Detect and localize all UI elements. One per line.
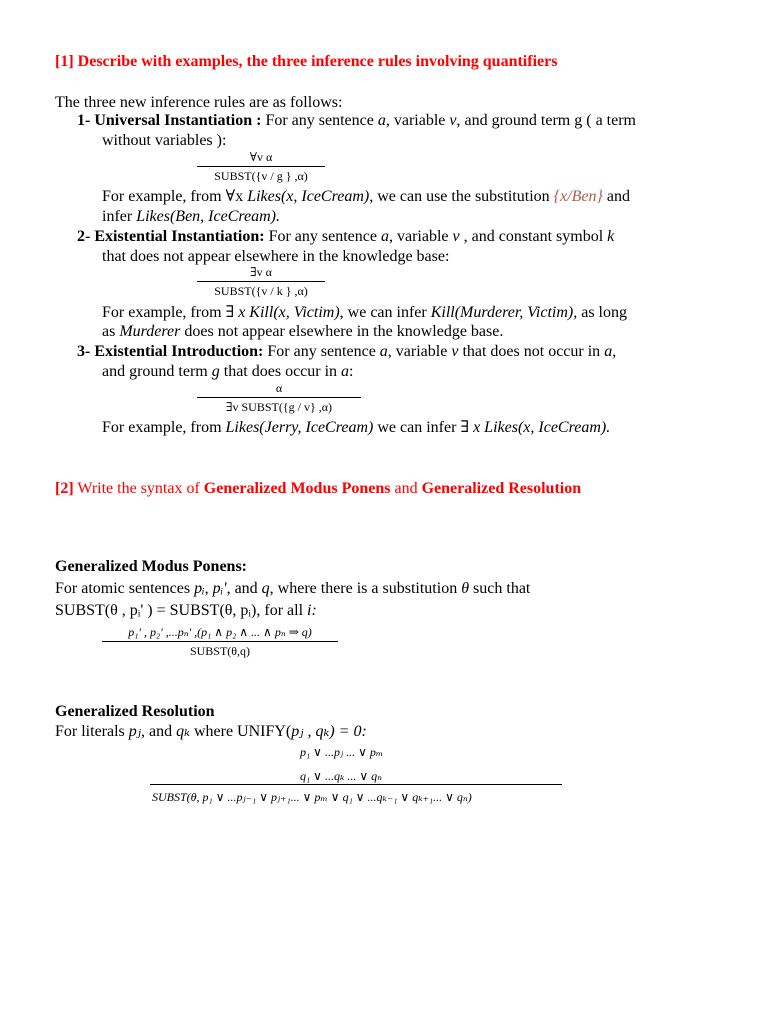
- rule2-k: k: [607, 228, 615, 245]
- rule2-text-c: , and constant symbol: [459, 228, 608, 245]
- rule1-title: Universal Instantiation :: [94, 112, 262, 129]
- rule2-text-a: For any sentence: [264, 228, 381, 245]
- q2-heading-gmp: Generalized Modus Ponens: [203, 480, 391, 497]
- rule1-ex-sub: {x/Ben}: [553, 188, 603, 205]
- rule1-line2: without variables ):: [102, 132, 227, 149]
- rule2-number: 2-: [77, 228, 91, 245]
- rule2-ex-a: For example, from ∃: [102, 304, 239, 321]
- gr-formula-bar: [150, 784, 562, 785]
- rule3-line2: [102, 362, 354, 382]
- gr-numerator-1: p₁ ∨ ...pⱼ ... ∨ pₘ: [300, 745, 384, 759]
- gr-line1-c: where UNIFY(: [189, 723, 292, 740]
- rule2-formula-denominator: SUBST({v / k } ,α): [214, 284, 308, 298]
- rule3-text-d: ,: [612, 343, 617, 360]
- rule1-ex2-a: infer: [102, 208, 137, 225]
- rule2-ex-c: as long: [577, 304, 627, 321]
- gr-line1: [55, 722, 367, 742]
- rule2-line1: [77, 227, 614, 247]
- rule3-line2-c: :: [349, 363, 354, 380]
- rule3-formula-numerator: α: [275, 381, 283, 395]
- rule1-number: 1-: [77, 112, 91, 129]
- q2-heading-gr: Generalized Resolution: [421, 480, 582, 497]
- rule1-text-b: , variable: [385, 112, 450, 129]
- gmp-p-i-prime: pᵢ': [212, 580, 227, 597]
- q2-heading-text: Write the syntax of: [73, 480, 204, 497]
- gmp-line1-a: For atomic sentences: [55, 580, 195, 597]
- gmp-formula-bar: [102, 641, 338, 642]
- rule3-line2-b: that does occur in: [219, 363, 342, 380]
- rule3-formula-denominator: ∃v SUBST({g / v} ,α): [226, 400, 332, 414]
- gmp-line1-b: ,: [204, 580, 213, 597]
- rule2-ex-kill: x Kill(x, Victim),: [238, 304, 344, 321]
- intro-text: The three new inference rules are as follows:: [55, 94, 343, 111]
- rule2-title: Existential Instantiation:: [94, 228, 265, 245]
- rule1-formula-bar: [197, 166, 325, 167]
- rule3-ex-a: For example, from: [102, 419, 226, 436]
- rule3-formula-bar: [197, 397, 361, 398]
- rule3-line1: [77, 342, 616, 362]
- rule1-ex-forall: ∀x: [225, 188, 248, 205]
- q1-heading: [1] Describe with examples, the three inference rules involving quantifiers: [55, 53, 558, 70]
- rule1-formula-numerator: ∀v α: [249, 150, 273, 164]
- rule3-title: Existential Introduction:: [94, 343, 264, 360]
- gmp-formula: [102, 624, 338, 659]
- gmp-line2-text: SUBST(θ , pᵢ' ) = SUBST(θ, pᵢ), for all: [55, 602, 308, 619]
- rule2-formula-bar: [197, 281, 325, 282]
- gr-line1-a: For literals: [55, 723, 129, 740]
- rule3-alpha2: a: [604, 343, 613, 360]
- rule1-text-a: For any sentence: [261, 112, 378, 129]
- rule2-line2: that does not appear elsewhere in the knowledge base:: [102, 248, 450, 265]
- rule2-ex-b: we can infer: [343, 304, 431, 321]
- gr-line1-b: , and: [141, 723, 177, 740]
- gmp-line2: [55, 601, 317, 621]
- gmp-q: q: [261, 580, 270, 597]
- rule1-ex-c: and: [602, 188, 630, 205]
- rule3-g: g: [211, 363, 220, 380]
- rule1-ex-a: For example, from: [102, 188, 226, 205]
- rule2-v: v: [452, 228, 460, 245]
- q2-heading: [55, 479, 581, 499]
- rule2-alpha: a: [380, 228, 389, 245]
- gmp-formula-numerator: p₁' , p₂' ,...pₙ' ,(p₁ ∧ p₂ ∧ ... ∧ pₙ ⇒ q): [128, 625, 312, 639]
- gmp-line1-e: such that: [469, 580, 531, 597]
- rule1-alpha: a: [377, 112, 386, 129]
- gmp-title: Generalized Modus Ponens:: [55, 558, 247, 575]
- rule1-formula-denominator: SUBST({v / g } ,α): [214, 169, 308, 183]
- rule2-ex2-b: does not appear elsewhere in the knowledge base.: [180, 323, 504, 340]
- rule2-formula: [197, 264, 325, 299]
- rule2-example: [102, 303, 627, 323]
- rule1-ex-likes: Likes(x, IceCream),: [247, 188, 374, 205]
- gr-numerator-2: q₁ ∨ ...qₖ ... ∨ qₙ: [300, 769, 382, 783]
- gr-title: Generalized Resolution: [55, 703, 215, 720]
- rule3-ex-likes: Likes(Jerry, IceCream): [225, 419, 374, 436]
- q2-heading-number: [2]: [55, 480, 74, 497]
- gr-qk: qₖ: [176, 723, 190, 740]
- rule1-ex-b: we can use the substitution: [373, 188, 554, 205]
- q2-heading-and: and: [390, 480, 422, 497]
- rule2-text-b: , variable: [388, 228, 453, 245]
- rule2-ex-kill2: Kill(Murderer, Victim),: [430, 304, 578, 321]
- rule1-example: [102, 187, 630, 207]
- gmp-line2-i: i:: [307, 602, 317, 619]
- rule1-line1: [77, 111, 636, 131]
- rule3-number: 3-: [77, 343, 91, 360]
- rule3-text-c: that does not occur in: [458, 343, 605, 360]
- rule1-example-line2: [102, 207, 280, 227]
- gmp-line1-d: , where there is a substitution: [269, 580, 462, 597]
- gmp-theta: θ: [461, 580, 470, 597]
- rule3-ex-likes2: x Likes(x, IceCream).: [473, 419, 611, 436]
- gr-line1-e: ) = 0:: [329, 723, 367, 740]
- gmp-formula-denominator: SUBST(θ,q): [189, 644, 251, 658]
- rule3-ex-b: we can infer ∃: [373, 419, 474, 436]
- rule1-text-c: , and ground term g ( a term: [456, 112, 636, 129]
- rule3-text-a: For any sentence: [263, 343, 380, 360]
- rule3-text-b: , variable: [387, 343, 452, 360]
- gr-formula-denominator: SUBST(θ, p₁ ∨ ...pⱼ₋₁ ∨ pⱼ₊₁... ∨ pₘ ∨ q₁ ∨ ...qₖ₋₁ ∨ qₖ₊₁... ∨ qₙ): [152, 790, 472, 804]
- rule2-formula-numerator: ∃v α: [250, 265, 272, 279]
- gmp-p-i: pᵢ: [194, 580, 205, 597]
- rule2-ex2-m: Murderer: [119, 323, 181, 340]
- gr-line1-d: pⱼ , qₖ: [291, 723, 330, 740]
- rule3-alpha3: a: [341, 363, 350, 380]
- gmp-line1: [55, 579, 530, 599]
- rule3-v: v: [451, 343, 459, 360]
- rule3-example: [102, 418, 610, 438]
- rule2-example-line2: [102, 322, 503, 342]
- gr-pj: pⱼ: [128, 723, 141, 740]
- gmp-line1-c: , and: [226, 580, 262, 597]
- rule1-formula: [197, 149, 325, 184]
- rule3-formula: [197, 380, 361, 415]
- rule3-line2-a: and ground term: [102, 363, 212, 380]
- rule1-ex2-likes: Likes(Ben, IceCream).: [136, 208, 280, 225]
- rule3-alpha: a: [379, 343, 388, 360]
- rule2-ex2-a: as: [102, 323, 120, 340]
- rule1-v: v: [449, 112, 457, 129]
